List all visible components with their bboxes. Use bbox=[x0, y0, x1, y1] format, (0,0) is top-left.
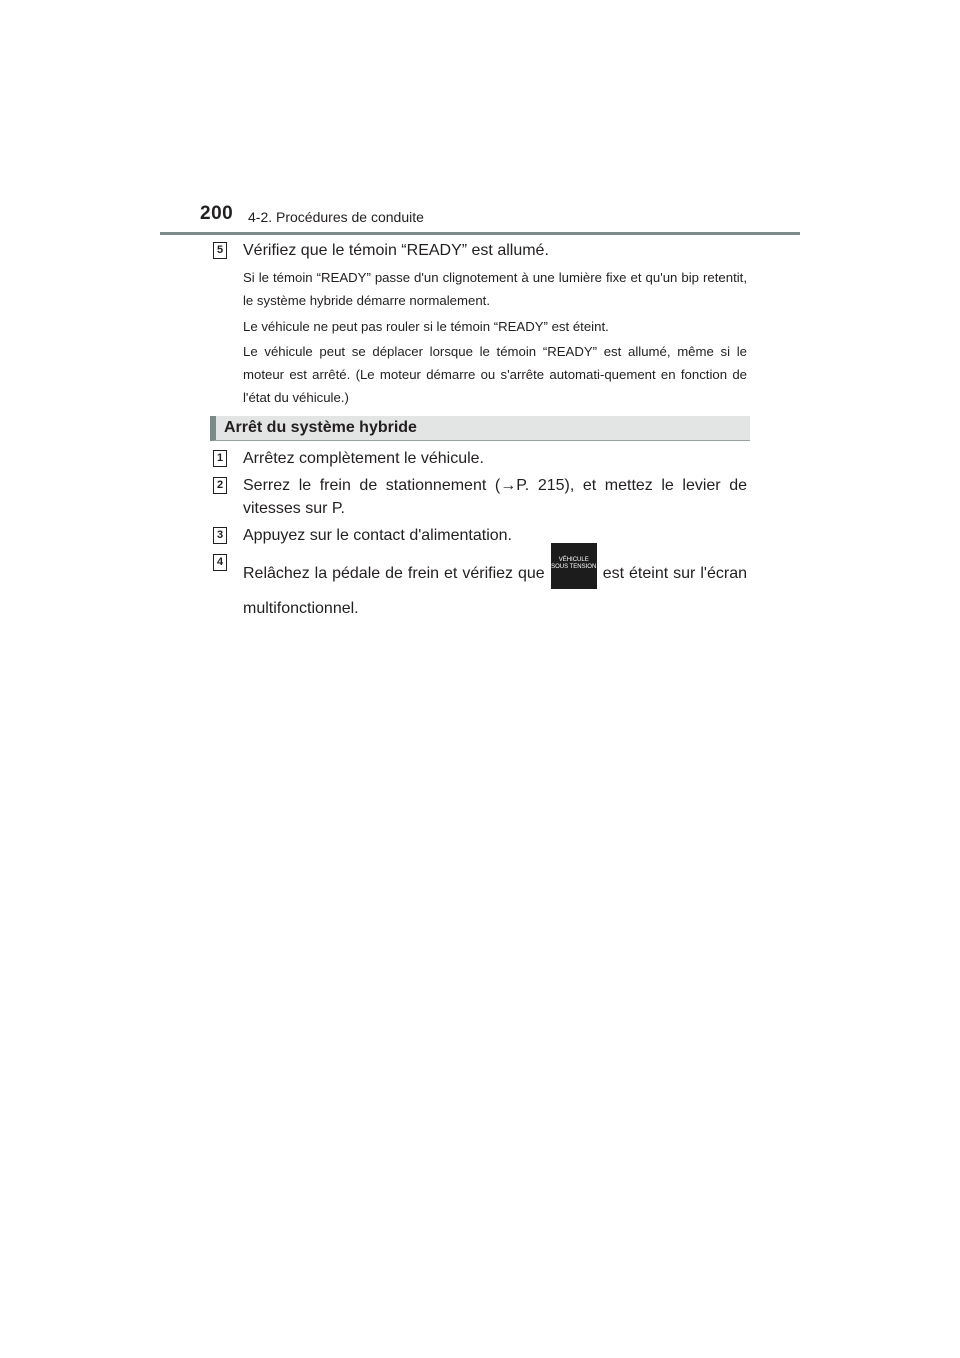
step-badge-3: 3 bbox=[213, 527, 227, 544]
step-2-text: Serrez le frein de stationnement (→P. 215), et mettez le levier de vitesses sur P. bbox=[243, 477, 747, 517]
header-rule bbox=[160, 232, 800, 235]
step-4-text bbox=[243, 551, 747, 620]
step-4-text-before: Relâchez la pédale de frein et vérifiez que bbox=[243, 565, 545, 583]
step-5-note-2: Le véhicule ne peut pas rouler si le témoin “READY” est éteint. bbox=[243, 319, 609, 334]
step-badge-4: 4 bbox=[213, 554, 227, 571]
header-section-title: 4-2. Procédures de conduite bbox=[248, 209, 424, 225]
step-5-note-1: Si le témoin “READY” passe d'un clignotement à une lumière fixe et qu'un bip retentit, le système hybride démarre normalement. bbox=[243, 270, 747, 308]
step-1-text: Arrêtez complètement le véhicule. bbox=[243, 450, 484, 467]
indicator-line-2: SOUS TENSION bbox=[551, 564, 597, 570]
section-heading bbox=[210, 416, 750, 441]
step-5-note-3: Le véhicule peut se déplacer lorsque le témoin “READY” est allumé, même si le moteur est arrêté. (Le moteur démarre ou s'arrête automati-quement en fonction de l'état du véhicule.) bbox=[243, 344, 747, 405]
step-3-text: Appuyez sur le contact d'alimentation. bbox=[243, 527, 512, 544]
page-number: 200 bbox=[200, 203, 234, 224]
step-badge-2: 2 bbox=[213, 477, 227, 494]
indicator-line-1: VÉHICULE bbox=[558, 557, 589, 563]
step-badge-1: 1 bbox=[213, 450, 227, 467]
step-badge-5: 5 bbox=[213, 242, 227, 259]
section-heading-text: Arrêt du système hybride bbox=[224, 419, 417, 436]
step-5-text: Vérifiez que le témoin “READY” est allumé. bbox=[243, 242, 549, 259]
vehicle-power-indicator-icon bbox=[551, 543, 597, 589]
step-4-text-after: est éteint sur l'écran multifonctionnel. bbox=[243, 565, 747, 617]
